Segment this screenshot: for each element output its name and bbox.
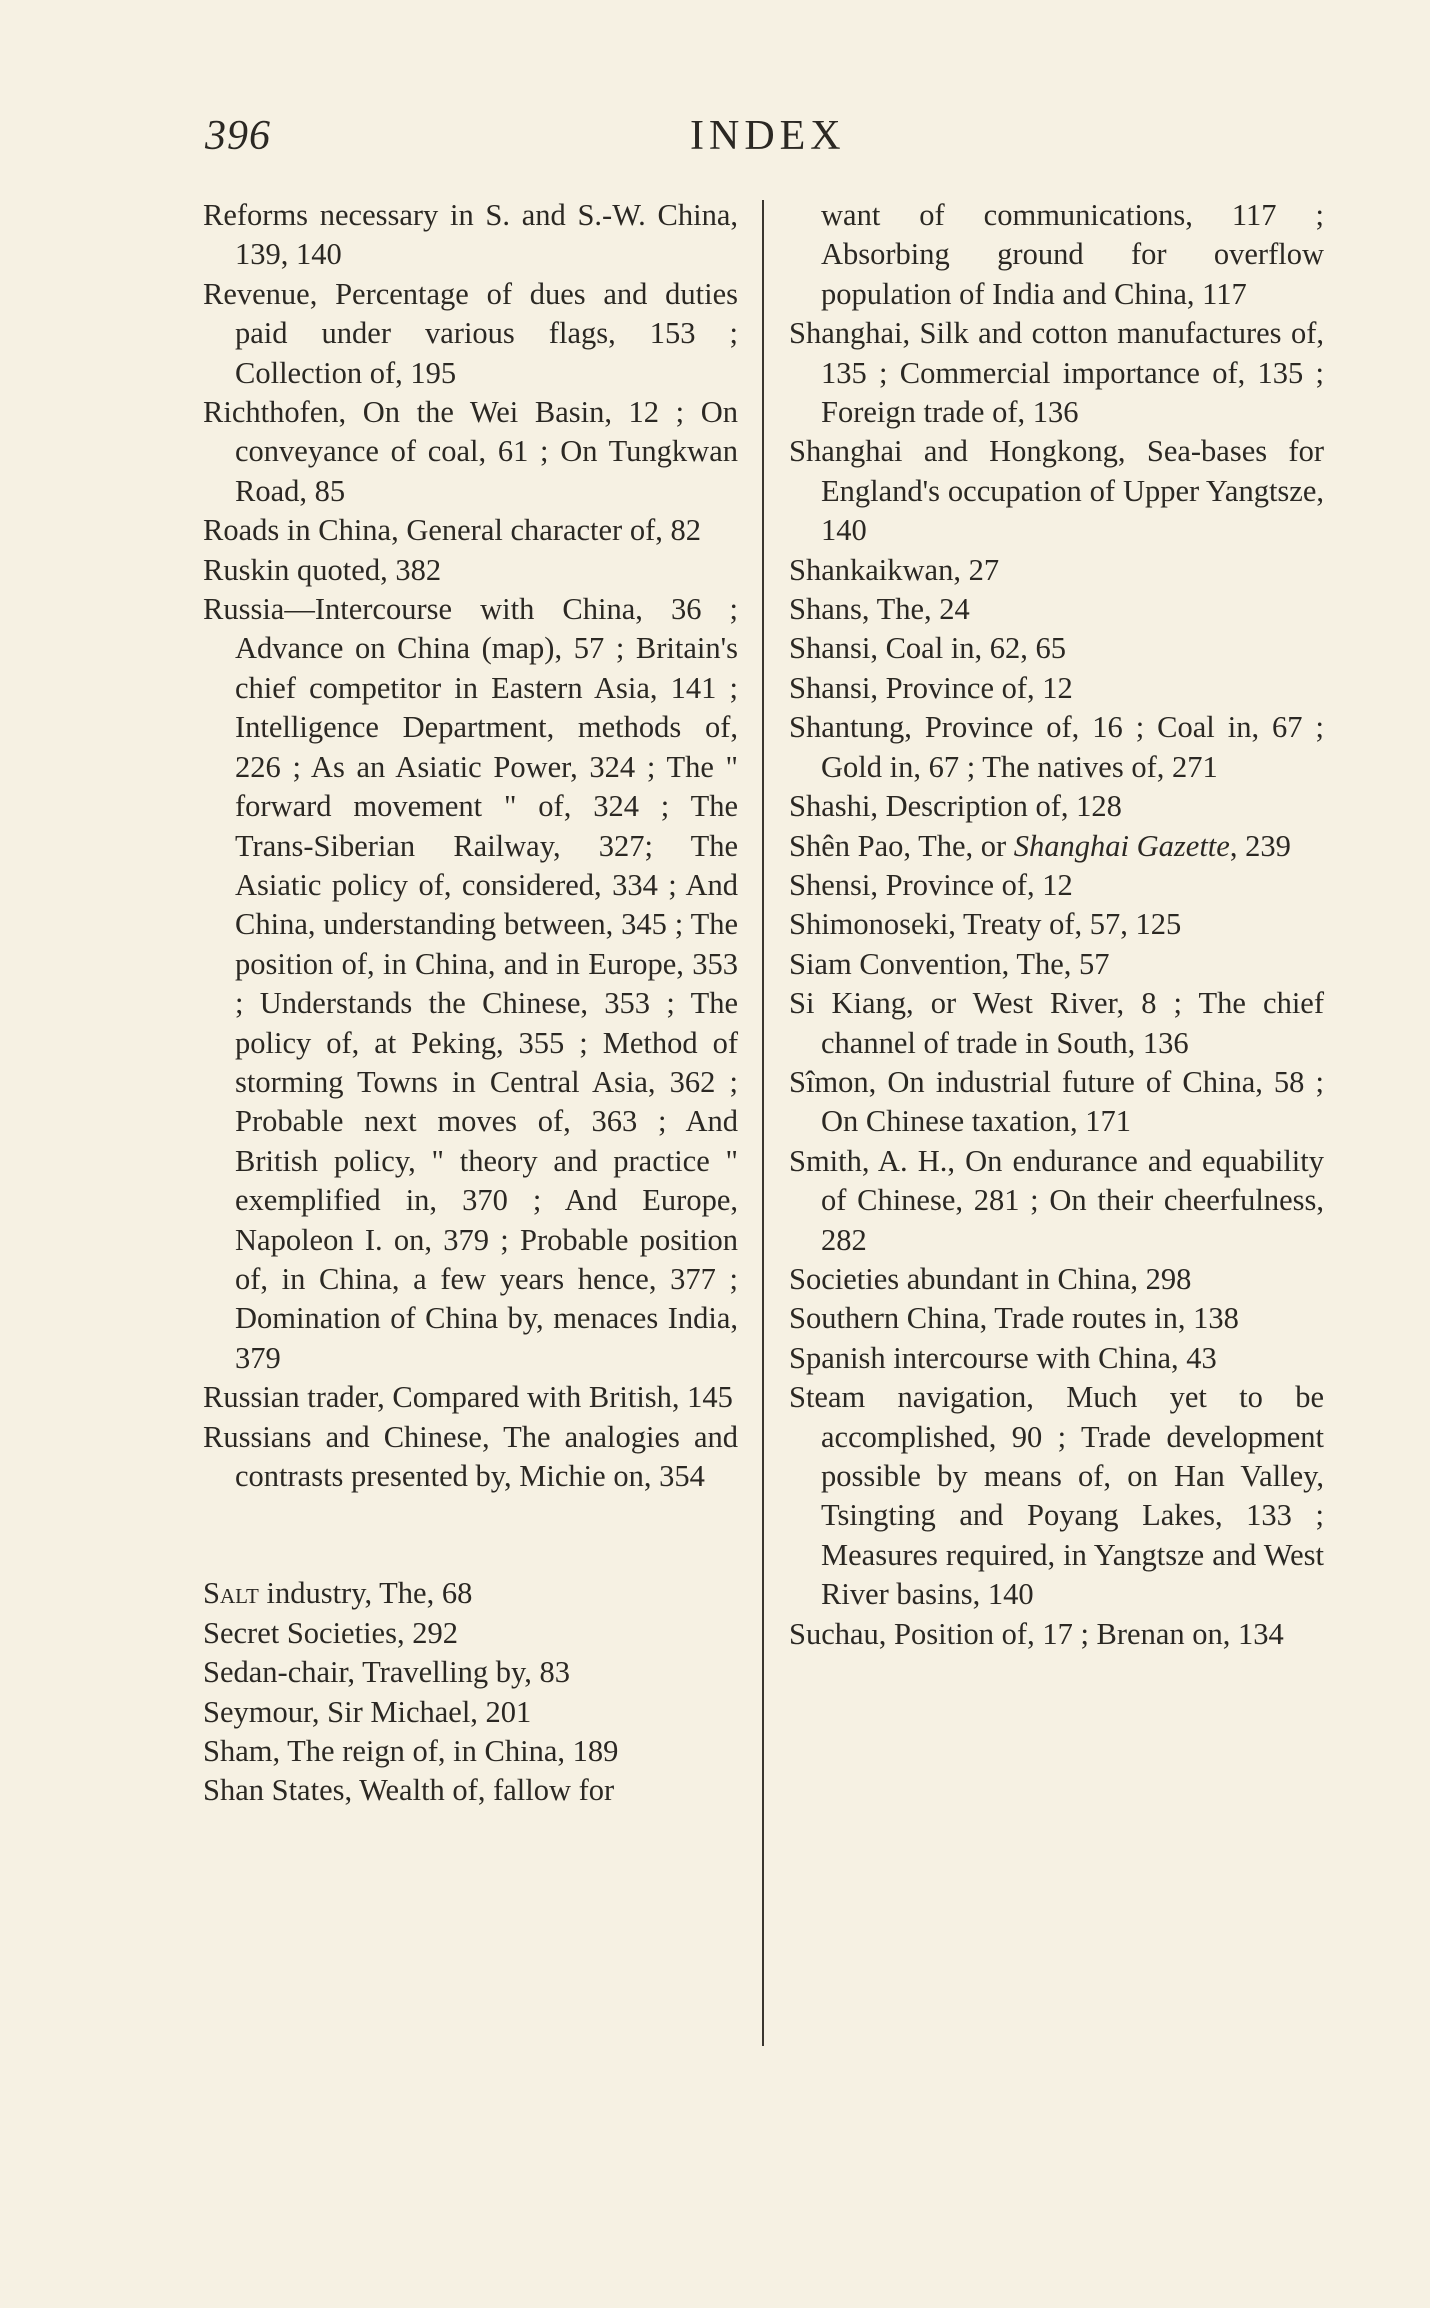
index-entry: Sham, The reign of, in China, 189 bbox=[203, 1734, 619, 1769]
index-entry: Smith, A. H., On endurance and equability of Chinese, 281 ; On their cheerfulness, 282 bbox=[789, 1143, 1324, 1257]
index-entry: Revenue, Percentage of dues and duties paid under various flags, 153 ; Collection of, 195 bbox=[203, 276, 738, 390]
index-entry: Sîmon, On industrial future of China, 58 ; On Chinese taxation, 171 bbox=[789, 1064, 1324, 1139]
index-entry: Richthofen, On the Wei Basin, 12 ; On conveyance of coal, 61 ; On Tungkwan Road, 85 bbox=[203, 395, 738, 508]
index-entry: Shansi, Coal in, 62, 65 bbox=[789, 631, 1067, 666]
index-entry bbox=[203, 1574, 738, 1613]
left-column bbox=[203, 196, 738, 1811]
index-entry: Shansi, Province of, 12 bbox=[789, 670, 1073, 705]
index-entry: Societies abundant in China, 298 bbox=[789, 1261, 1192, 1296]
entry-text: Shên Pao, The, or bbox=[789, 828, 1014, 863]
index-entry: Shantung, Province of, 16 ; Coal in, 67 ; Gold in, 67 ; The natives of, 271 bbox=[789, 710, 1324, 784]
italic-title: Shanghai Gazette bbox=[1013, 828, 1230, 863]
index-entry: Seymour, Sir Michael, 201 bbox=[203, 1694, 532, 1729]
index-entry: Steam navigation, Much yet to be accomplished, 90 ; Trade development possible by means of, on Han Valley, Tsingting and Poyang Lakes, 133 ; Measures required, in Yangtsze and West River basins, 140 bbox=[789, 1380, 1324, 1612]
entry-text: industry, The, 68 bbox=[258, 1576, 473, 1611]
index-entry: Shensi, Province of, 12 bbox=[789, 867, 1073, 902]
small-caps-lead: Salt bbox=[203, 1576, 259, 1611]
index-entry: Russia—Intercourse with China, 36 ; Advance on China (map), 57 ; Britain's chief competitor in Eastern Asia, 141 ; Intelligence Department, methods of, 226 ; As an Asiatic Power, 324 ; The " forward movement " of, 324 ; The Trans-Siberian Railway, 327; The Asiatic policy of, considered, 334 ; And China, understanding between, 345 ; The position of, in China, and in Europe, 353 ; Understands the Chinese, 353 ; The policy of, at Peking, 355 ; Method of storming Towns in Central Asia, 362 ; Probable next moves of, 363 ; And British policy, " theory and practice " exemplified in, 370 ; And Europe, Napoleon I. on, 379 ; Probable position of, in China, a few years hence, 377 ; Domination of China by, menaces India, 379 bbox=[203, 592, 738, 1375]
index-entry: Suchau, Position of, 17 ; Brenan on, 134 bbox=[789, 1616, 1284, 1651]
index-entry: Shashi, Description of, 128 bbox=[789, 789, 1122, 824]
index-entry-continuation: want of communications, 117 ; Absorbing ground for overflow population of India and China, 117 bbox=[821, 198, 1324, 311]
index-entry: Shans, The, 24 bbox=[789, 592, 970, 627]
index-entry: Shimonoseki, Treaty of, 57, 125 bbox=[789, 907, 1182, 942]
index-entry: Reforms necessary in S. and S.-W. China, 139, 140 bbox=[203, 198, 738, 272]
column-rule bbox=[762, 200, 764, 2046]
index-entry: Spanish intercourse with China, 43 bbox=[789, 1340, 1217, 1375]
index-entry: Shanghai and Hongkong, Sea-bases for England's occupation of Upper Yangtsze, 140 bbox=[789, 434, 1324, 548]
index-entry: Ruskin quoted, 382 bbox=[203, 552, 442, 587]
index-entry: Secret Societies, 292 bbox=[203, 1615, 458, 1650]
index-entry: Shanghai, Silk and cotton manufactures of, 135 ; Commercial importance of, 135 ; Foreign trade of, 136 bbox=[789, 316, 1324, 430]
index-entry: Shankaikwan, 27 bbox=[789, 552, 1000, 587]
index-entry bbox=[789, 827, 1324, 866]
index-entry: Southern China, Trade routes in, 138 bbox=[789, 1301, 1239, 1336]
right-column bbox=[789, 196, 1324, 1654]
index-entry: Siam Convention, The, 57 bbox=[789, 946, 1110, 981]
running-head: INDEX bbox=[690, 113, 846, 159]
entry-text: , 239 bbox=[1229, 828, 1291, 863]
index-entry: Russian trader, Compared with British, 145 bbox=[203, 1380, 733, 1415]
index-entry: Shan States, Wealth of, fallow for bbox=[203, 1773, 615, 1808]
index-entry: Sedan-chair, Travelling by, 83 bbox=[203, 1655, 570, 1690]
index-entry: Russians and Chinese, The analogies and contrasts presented by, Michie on, 354 bbox=[203, 1419, 738, 1493]
index-entry: Si Kiang, or West River, 8 ; The chief channel of trade in South, 136 bbox=[789, 986, 1324, 1060]
index-entry: Roads in China, General character of, 82 bbox=[203, 513, 701, 548]
section-gap bbox=[203, 1496, 738, 1574]
page-number: 396 bbox=[205, 113, 271, 159]
